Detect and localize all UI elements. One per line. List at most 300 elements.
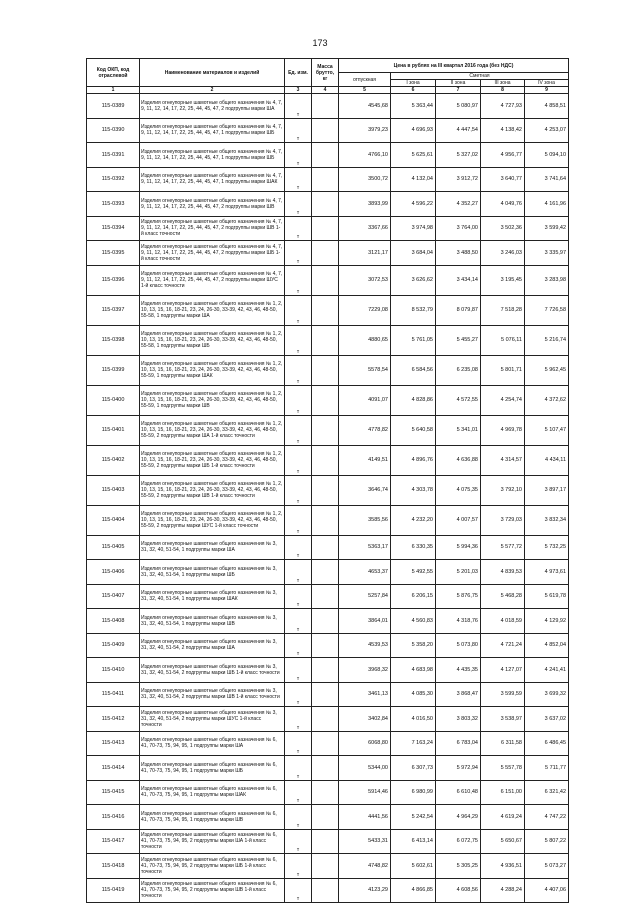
table-cell-zone-1-price: 5 625,61 xyxy=(391,143,436,168)
table-cell-zone-2-price: 6 783,04 xyxy=(436,731,481,756)
table-cell-zone-1-price: 4 016,50 xyxy=(391,707,436,732)
table-cell-zone-3-price: 3 538,97 xyxy=(481,707,525,732)
table-cell-zone-1-price: 4 596,22 xyxy=(391,192,436,217)
table-cell-name: Изделия огнеупорные шамотные общего назначения № 6, 41, 70-73, 75, 94, 95, 1 подгруппы марки ШАК xyxy=(140,780,285,805)
table-cell-mass xyxy=(312,780,339,805)
table-cell-zone-2-price: 4 636,88 xyxy=(436,445,481,475)
table-cell-unit: т xyxy=(285,118,312,143)
table-cell-name: Изделия огнеупорные шамотные общего назначения № 6, 41, 70-73, 75, 94, 95, 1 подгруппы марки ШВ xyxy=(140,805,285,830)
table-cell-code: 115-0399 xyxy=(87,355,140,385)
table-cell-zone-1-price: 4 132,04 xyxy=(391,167,436,192)
header-mass: Масса брутто, кг xyxy=(312,59,339,87)
table-cell-zone-2-price: 6 072,75 xyxy=(436,829,481,854)
table-cell-release-price: 3585,56 xyxy=(339,505,391,535)
table-cell-code: 115-0412 xyxy=(87,707,140,732)
table-cell-release-price: 3367,66 xyxy=(339,216,391,241)
table-cell-release-price: 4653,37 xyxy=(339,560,391,585)
table-cell-zone-2-price: 3 764,00 xyxy=(436,216,481,241)
table-cell-code: 115-0398 xyxy=(87,325,140,355)
table-cell-mass xyxy=(312,584,339,609)
table-cell-unit: т xyxy=(285,415,312,445)
table-cell-release-price: 3121,17 xyxy=(339,241,391,266)
table-cell-zone-1-price: 8 532,79 xyxy=(391,295,436,325)
table-cell-code: 115-0414 xyxy=(87,756,140,781)
header-zone-1: I зона xyxy=(391,80,436,87)
table-cell-mass xyxy=(312,658,339,683)
table-cell-mass xyxy=(312,167,339,192)
table-row xyxy=(87,584,569,609)
table-cell-mass xyxy=(312,94,339,119)
table-cell-release-price: 3402,84 xyxy=(339,707,391,732)
table-cell-code: 115-0411 xyxy=(87,682,140,707)
table-cell-name: Изделия огнеупорные шамотные общего назначения № 3, 31, 32, 40, 51-54, 2 подгруппы марки ШВ 1-й класс точности xyxy=(140,682,285,707)
table-cell-zone-3-price: 4 018,59 xyxy=(481,609,525,634)
header-zone-4: IV зона xyxy=(525,80,569,87)
table-cell-zone-4-price: 5 216,74 xyxy=(525,325,569,355)
header-zone-3: III зона xyxy=(481,80,525,87)
table-cell-name: Изделия огнеупорные шамотные общего назначения № 4, 7, 9, 11, 12, 14, 17, 22, 25, 44, 45, 47, 2 подгруппы марки ША xyxy=(140,94,285,119)
table-cell-zone-3-price: 3 640,77 xyxy=(481,167,525,192)
table-cell-zone-2-price: 3 488,50 xyxy=(436,241,481,266)
table-cell-code: 115-0404 xyxy=(87,505,140,535)
table-cell-zone-1-price: 4 866,85 xyxy=(391,878,436,903)
table-row xyxy=(87,805,569,830)
table-cell-zone-4-price: 3 335,97 xyxy=(525,241,569,266)
table-cell-code: 115-0402 xyxy=(87,445,140,475)
table-cell-zone-4-price: 5 619,78 xyxy=(525,584,569,609)
table-cell-zone-2-price: 5 341,01 xyxy=(436,415,481,445)
table-cell-zone-4-price: 4 253,07 xyxy=(525,118,569,143)
table-cell-zone-2-price: 5 994,36 xyxy=(436,535,481,560)
table-cell-zone-3-price: 4 936,51 xyxy=(481,854,525,879)
table-row xyxy=(87,192,569,217)
table-cell-code: 115-0418 xyxy=(87,854,140,879)
table-cell-zone-2-price: 4 318,76 xyxy=(436,609,481,634)
table-cell-zone-4-price: 3 283,98 xyxy=(525,265,569,295)
table-cell-zone-4-price: 3 832,34 xyxy=(525,505,569,535)
table-cell-zone-3-price: 5 076,11 xyxy=(481,325,525,355)
table-cell-zone-3-price: 7 518,28 xyxy=(481,295,525,325)
table-cell-code: 115-0394 xyxy=(87,216,140,241)
table-cell-mass xyxy=(312,878,339,903)
table-cell-mass xyxy=(312,241,339,266)
table-cell-name: Изделия огнеупорные шамотные общего назначения № 4, 7, 9, 11, 12, 14, 17, 22, 25, 44, 45, 47, 2 подгруппы марки ШУС 1-й класс точности xyxy=(140,265,285,295)
table-cell-zone-1-price: 5 363,44 xyxy=(391,94,436,119)
column-index: 9 xyxy=(525,87,569,94)
table-cell-code: 115-0397 xyxy=(87,295,140,325)
table-cell-zone-2-price: 4 608,56 xyxy=(436,878,481,903)
table-cell-mass xyxy=(312,805,339,830)
table-cell-unit: т xyxy=(285,829,312,854)
table-cell-zone-1-price: 3 684,04 xyxy=(391,241,436,266)
table-cell-unit: т xyxy=(285,265,312,295)
table-row xyxy=(87,505,569,535)
table-cell-zone-1-price: 4 828,86 xyxy=(391,385,436,415)
table-row xyxy=(87,682,569,707)
table-cell-name: Изделия огнеупорные шамотные общего назначения № 4, 7, 9, 11, 12, 14, 17, 22, 25, 44, 45, 47, 2 подгруппы марки ШВ 1-й класс точности xyxy=(140,216,285,241)
table-cell-code: 115-0400 xyxy=(87,385,140,415)
table-cell-zone-1-price: 4 303,78 xyxy=(391,475,436,505)
table-cell-name: Изделия огнеупорные шамотные общего назначения № 4, 7, 9, 11, 12, 14, 17, 22, 25, 44, 45, 47, 2 подгруппы марки ШВ xyxy=(140,192,285,217)
table-cell-unit: т xyxy=(285,682,312,707)
table-cell-mass xyxy=(312,216,339,241)
column-index-row xyxy=(87,87,569,94)
column-index: 4 xyxy=(312,87,339,94)
table-cell-release-price: 5257,84 xyxy=(339,584,391,609)
table-cell-mass xyxy=(312,415,339,445)
table-cell-unit: т xyxy=(285,241,312,266)
table-cell-unit: т xyxy=(285,780,312,805)
table-cell-zone-1-price: 5 242,54 xyxy=(391,805,436,830)
table-cell-zone-4-price: 4 372,62 xyxy=(525,385,569,415)
table-cell-code: 115-0390 xyxy=(87,118,140,143)
table-cell-name: Изделия огнеупорные шамотные общего назначения № 3, 31, 32, 40, 51-54, 1 подгруппы марки ШВ xyxy=(140,609,285,634)
table-cell-zone-2-price: 4 007,57 xyxy=(436,505,481,535)
table-cell-name: Изделия огнеупорные шамотные общего назначения № 1, 2, 10, 13, 15, 16, 18-21, 23, 24, 26-30, 33-39, 42, 43, 46, 48-50, 55-59, 2 подгруппы марки ШВ 1-й класс точности xyxy=(140,475,285,505)
table-cell-release-price: 3461,13 xyxy=(339,682,391,707)
table-cell-mass xyxy=(312,325,339,355)
table-cell-mass xyxy=(312,535,339,560)
table-cell-zone-1-price: 7 163,24 xyxy=(391,731,436,756)
table-cell-mass xyxy=(312,854,339,879)
table-cell-name: Изделия огнеупорные шамотные общего назначения № 3, 31, 32, 40, 51-54, 1 подгруппы марки ША xyxy=(140,535,285,560)
table-row xyxy=(87,731,569,756)
table-cell-zone-1-price: 3 974,98 xyxy=(391,216,436,241)
header-release: отпускная xyxy=(339,73,391,87)
table-cell-mass xyxy=(312,682,339,707)
table-row xyxy=(87,118,569,143)
table-cell-zone-3-price: 3 599,59 xyxy=(481,682,525,707)
table-cell-unit: т xyxy=(285,658,312,683)
table-cell-unit: т xyxy=(285,633,312,658)
table-cell-unit: т xyxy=(285,609,312,634)
table-cell-code: 115-0416 xyxy=(87,805,140,830)
table-cell-release-price: 5578,54 xyxy=(339,355,391,385)
table-cell-name: Изделия огнеупорные шамотные общего назначения № 3, 31, 32, 40, 51-54, 1 подгруппы марки ШБ xyxy=(140,560,285,585)
table-cell-zone-1-price: 6 307,73 xyxy=(391,756,436,781)
table-row xyxy=(87,295,569,325)
table-cell-release-price: 4123,29 xyxy=(339,878,391,903)
table-cell-name: Изделия огнеупорные шамотные общего назначения № 4, 7, 9, 11, 12, 14, 17, 22, 25, 44, 45, 47, 1 подгруппы марки ШАК xyxy=(140,167,285,192)
table-cell-zone-2-price: 4 435,35 xyxy=(436,658,481,683)
column-index: 3 xyxy=(285,87,312,94)
table-cell-zone-2-price: 3 912,72 xyxy=(436,167,481,192)
table-cell-unit: т xyxy=(285,192,312,217)
table-cell-zone-1-price: 5 492,55 xyxy=(391,560,436,585)
table-row xyxy=(87,415,569,445)
table-cell-code: 115-0396 xyxy=(87,265,140,295)
table-cell-zone-4-price: 7 726,58 xyxy=(525,295,569,325)
table-cell-unit: т xyxy=(285,854,312,879)
table-row xyxy=(87,385,569,415)
table-cell-code: 115-0391 xyxy=(87,143,140,168)
table-cell-release-price: 3893,99 xyxy=(339,192,391,217)
table-cell-zone-4-price: 5 094,10 xyxy=(525,143,569,168)
table-cell-zone-4-price: 4 129,92 xyxy=(525,609,569,634)
table-cell-release-price: 4545,68 xyxy=(339,94,391,119)
table-cell-unit: т xyxy=(285,731,312,756)
table-cell-code: 115-0408 xyxy=(87,609,140,634)
table-cell-zone-1-price: 4 560,83 xyxy=(391,609,436,634)
table-cell-zone-1-price: 4 085,30 xyxy=(391,682,436,707)
table-cell-zone-4-price: 4 407,06 xyxy=(525,878,569,903)
table-cell-code: 115-0392 xyxy=(87,167,140,192)
table-cell-zone-4-price: 5 962,45 xyxy=(525,355,569,385)
table-row xyxy=(87,241,569,266)
table-cell-mass xyxy=(312,143,339,168)
table-row xyxy=(87,829,569,854)
table-row xyxy=(87,854,569,879)
header-price-group: Цена в рублях на III квартал 2016 года (без НДС) xyxy=(339,59,569,73)
table-cell-code: 115-0409 xyxy=(87,633,140,658)
table-cell-zone-2-price: 8 079,87 xyxy=(436,295,481,325)
table-cell-zone-1-price: 5 358,20 xyxy=(391,633,436,658)
table-cell-unit: т xyxy=(285,475,312,505)
table-cell-zone-3-price: 4 049,76 xyxy=(481,192,525,217)
table-cell-code: 115-0415 xyxy=(87,780,140,805)
table-cell-release-price: 5433,31 xyxy=(339,829,391,854)
table-cell-name: Изделия огнеупорные шамотные общего назначения № 4, 7, 9, 11, 12, 14, 17, 22, 25, 44, 45, 47, 1 подгруппы марки ШБ xyxy=(140,118,285,143)
table-cell-mass xyxy=(312,756,339,781)
table-row xyxy=(87,878,569,903)
table-cell-unit: т xyxy=(285,325,312,355)
table-cell-zone-1-price: 5 761,05 xyxy=(391,325,436,355)
table-cell-unit: т xyxy=(285,167,312,192)
table-cell-release-price: 5914,46 xyxy=(339,780,391,805)
table-cell-zone-4-price: 4 434,11 xyxy=(525,445,569,475)
column-index: 2 xyxy=(140,87,285,94)
table-cell-zone-4-price: 4 852,04 xyxy=(525,633,569,658)
table-cell-release-price: 7229,08 xyxy=(339,295,391,325)
table-row xyxy=(87,167,569,192)
table-cell-zone-3-price: 4 727,93 xyxy=(481,94,525,119)
table-cell-zone-3-price: 3 502,36 xyxy=(481,216,525,241)
table-cell-mass xyxy=(312,295,339,325)
table-cell-name: Изделия огнеупорные шамотные общего назначения № 1, 2, 10, 13, 15, 16, 18-21, 23, 24, 26-30, 33-39, 42, 43, 46, 48-50, 55-59, 2 подгруппы марки ШБ 1-й класс точности xyxy=(140,445,285,475)
table-cell-zone-3-price: 5 557,78 xyxy=(481,756,525,781)
table-cell-release-price: 3072,53 xyxy=(339,265,391,295)
table-cell-zone-1-price: 6 330,35 xyxy=(391,535,436,560)
table-cell-zone-3-price: 3 792,10 xyxy=(481,475,525,505)
table-cell-mass xyxy=(312,609,339,634)
table-cell-zone-3-price: 4 314,57 xyxy=(481,445,525,475)
table-row xyxy=(87,560,569,585)
table-cell-release-price: 4539,53 xyxy=(339,633,391,658)
table-cell-zone-3-price: 4 956,77 xyxy=(481,143,525,168)
table-cell-release-price: 4766,10 xyxy=(339,143,391,168)
table-cell-zone-2-price: 6 235,08 xyxy=(436,355,481,385)
table-cell-mass xyxy=(312,475,339,505)
table-cell-unit: т xyxy=(285,584,312,609)
table-cell-release-price: 4880,65 xyxy=(339,325,391,355)
table-cell-unit: т xyxy=(285,805,312,830)
header-zone-2: II зона xyxy=(436,80,481,87)
table-cell-code: 115-0413 xyxy=(87,731,140,756)
table-cell-name: Изделия огнеупорные шамотные общего назначения № 1, 2, 10, 13, 15, 16, 18-21, 23, 24, 26-30, 33-39, 42, 43, 46, 48-50, 55-58, 1 подгруппы марки ШБ xyxy=(140,325,285,355)
table-cell-code: 115-0389 xyxy=(87,94,140,119)
table-cell-name: Изделия огнеупорные шамотные общего назначения № 3, 31, 32, 40, 51-54, 1 подгруппы марки ШАК xyxy=(140,584,285,609)
table-cell-zone-3-price: 4 138,42 xyxy=(481,118,525,143)
table-cell-zone-4-price: 6 321,42 xyxy=(525,780,569,805)
table-row xyxy=(87,475,569,505)
table-cell-name: Изделия огнеупорные шамотные общего назначения № 6, 41, 70-73, 75, 94, 95, 1 подгруппы марки ШБ xyxy=(140,756,285,781)
table-row xyxy=(87,355,569,385)
page-number: 173 xyxy=(312,38,328,48)
table-cell-release-price: 4778,82 xyxy=(339,415,391,445)
table-cell-name: Изделия огнеупорные шамотные общего назначения № 3, 31, 32, 40, 51-54, 2 подгруппы марки ШБ 1-й класс точности xyxy=(140,658,285,683)
price-table xyxy=(86,58,569,903)
table-cell-code: 115-0417 xyxy=(87,829,140,854)
table-cell-zone-2-price: 4 572,55 xyxy=(436,385,481,415)
table-cell-code: 115-0406 xyxy=(87,560,140,585)
table-cell-zone-2-price: 4 352,27 xyxy=(436,192,481,217)
table-cell-mass xyxy=(312,505,339,535)
table-cell-mass xyxy=(312,265,339,295)
table-cell-zone-1-price: 6 980,99 xyxy=(391,780,436,805)
table-cell-zone-4-price: 4 747,22 xyxy=(525,805,569,830)
table-cell-name: Изделия огнеупорные шамотные общего назначения № 6, 41, 70-73, 75, 94, 95, 2 подгруппы марки ША 1-й класс точности xyxy=(140,829,285,854)
table-cell-name: Изделия огнеупорные шамотные общего назначения № 3, 31, 32, 40, 51-54, 2 подгруппы марки ШУС 1-й класс точности xyxy=(140,707,285,732)
table-cell-unit: т xyxy=(285,707,312,732)
table-cell-zone-1-price: 6 413,14 xyxy=(391,829,436,854)
column-index: 6 xyxy=(391,87,436,94)
table-row xyxy=(87,216,569,241)
table-cell-zone-4-price: 5 073,27 xyxy=(525,854,569,879)
table-cell-zone-2-price: 6 610,48 xyxy=(436,780,481,805)
table-row xyxy=(87,535,569,560)
table-cell-zone-4-price: 3 699,32 xyxy=(525,682,569,707)
table-cell-release-price: 3968,32 xyxy=(339,658,391,683)
table-cell-name: Изделия огнеупорные шамотные общего назначения № 1, 2, 10, 13, 15, 16, 18-21, 23, 24, 26-30, 33-39, 42, 43, 46, 48-50, 55-59, 1 подгруппы марки ШАК xyxy=(140,355,285,385)
table-cell-zone-4-price: 4 161,96 xyxy=(525,192,569,217)
table-cell-zone-1-price: 3 626,62 xyxy=(391,265,436,295)
table-cell-zone-1-price: 6 584,56 xyxy=(391,355,436,385)
table-cell-zone-3-price: 4 969,78 xyxy=(481,415,525,445)
table-cell-zone-4-price: 6 486,45 xyxy=(525,731,569,756)
header-name: Наименование материалов и изделий xyxy=(140,59,285,87)
table-cell-name: Изделия огнеупорные шамотные общего назначения № 4, 7, 9, 11, 12, 14, 17, 22, 25, 44, 45, 47, 1 подгруппы марки ШБ xyxy=(140,143,285,168)
table-cell-zone-3-price: 3 729,03 xyxy=(481,505,525,535)
table-cell-name: Изделия огнеупорные шамотные общего назначения № 6, 41, 70-73, 75, 94, 95, 2 подгруппы марки ШВ 1-й класс точности xyxy=(140,878,285,903)
table-cell-zone-2-price: 3 434,14 xyxy=(436,265,481,295)
header-estimate: Сметная xyxy=(391,73,569,80)
table-cell-release-price: 5344,00 xyxy=(339,756,391,781)
table-cell-zone-2-price: 5 876,75 xyxy=(436,584,481,609)
table-cell-zone-3-price: 3 246,03 xyxy=(481,241,525,266)
table-cell-unit: т xyxy=(285,535,312,560)
table-cell-code: 115-0395 xyxy=(87,241,140,266)
table-cell-release-price: 4091,07 xyxy=(339,385,391,415)
table-cell-zone-2-price: 5 201,03 xyxy=(436,560,481,585)
table-cell-mass xyxy=(312,385,339,415)
table-cell-unit: т xyxy=(285,756,312,781)
table-cell-zone-2-price: 4 447,54 xyxy=(436,118,481,143)
column-index: 7 xyxy=(436,87,481,94)
table-cell-zone-1-price: 4 683,98 xyxy=(391,658,436,683)
table-cell-zone-3-price: 4 619,24 xyxy=(481,805,525,830)
table-cell-zone-2-price: 5 305,25 xyxy=(436,854,481,879)
table-cell-name: Изделия огнеупорные шамотные общего назначения № 6, 41, 70-73, 75, 94, 95, 1 подгруппы марки ША xyxy=(140,731,285,756)
table-cell-mass xyxy=(312,707,339,732)
table-cell-release-price: 4748,82 xyxy=(339,854,391,879)
table-cell-zone-3-price: 4 254,74 xyxy=(481,385,525,415)
table-cell-name: Изделия огнеупорные шамотные общего назначения № 1, 2, 10, 13, 15, 16, 18-21, 23, 24, 26-30, 33-39, 42, 43, 46, 48-50, 55-59, 1 подгруппы марки ШВ xyxy=(140,385,285,415)
table-cell-unit: т xyxy=(285,560,312,585)
table-cell-name: Изделия огнеупорные шамотные общего назначения № 4, 7, 9, 11, 12, 14, 17, 22, 25, 44, 45, 47, 2 подгруппы марки ШБ 1-й класс точности xyxy=(140,241,285,266)
table-cell-name: Изделия огнеупорные шамотные общего назначения № 3, 31, 32, 40, 51-54, 2 подгруппы марки ША xyxy=(140,633,285,658)
table-cell-zone-3-price: 4 288,24 xyxy=(481,878,525,903)
table-cell-mass xyxy=(312,829,339,854)
table-cell-zone-3-price: 5 801,71 xyxy=(481,355,525,385)
table-row xyxy=(87,94,569,119)
table-cell-zone-4-price: 5 807,22 xyxy=(525,829,569,854)
table-row xyxy=(87,633,569,658)
table-row xyxy=(87,609,569,634)
table-row xyxy=(87,707,569,732)
table-cell-release-price: 3646,74 xyxy=(339,475,391,505)
table-row xyxy=(87,265,569,295)
header-code: Код ОКП, код отраслевой xyxy=(87,59,140,87)
table-cell-unit: т xyxy=(285,355,312,385)
table-cell-unit: т xyxy=(285,295,312,325)
table-cell-zone-3-price: 5 650,67 xyxy=(481,829,525,854)
table-cell-zone-1-price: 5 640,58 xyxy=(391,415,436,445)
table-cell-zone-4-price: 5 732,25 xyxy=(525,535,569,560)
table-cell-mass xyxy=(312,355,339,385)
table-cell-zone-4-price: 5 711,77 xyxy=(525,756,569,781)
column-index: 8 xyxy=(481,87,525,94)
table-row xyxy=(87,143,569,168)
table-cell-release-price: 4441,56 xyxy=(339,805,391,830)
table-cell-zone-4-price: 4 858,51 xyxy=(525,94,569,119)
column-index: 5 xyxy=(339,87,391,94)
table-cell-zone-1-price: 6 206,15 xyxy=(391,584,436,609)
table-cell-mass xyxy=(312,192,339,217)
table-cell-zone-4-price: 5 107,47 xyxy=(525,415,569,445)
table-cell-zone-4-price: 4 241,41 xyxy=(525,658,569,683)
table-cell-zone-3-price: 4 721,24 xyxy=(481,633,525,658)
table-cell-release-price: 3979,23 xyxy=(339,118,391,143)
table-cell-unit: т xyxy=(285,385,312,415)
table-cell-name: Изделия огнеупорные шамотные общего назначения № 1, 2, 10, 13, 15, 16, 18-21, 23, 24, 26-30, 33-39, 42, 43, 46, 48-50, 55-58, 1 подгруппы марки ША xyxy=(140,295,285,325)
table-cell-zone-1-price: 4 696,93 xyxy=(391,118,436,143)
table-cell-zone-3-price: 5 577,72 xyxy=(481,535,525,560)
table-cell-mass xyxy=(312,118,339,143)
table-cell-zone-2-price: 3 868,47 xyxy=(436,682,481,707)
table-cell-unit: т xyxy=(285,216,312,241)
table-cell-unit: т xyxy=(285,445,312,475)
table-cell-zone-1-price: 4 232,20 xyxy=(391,505,436,535)
table-cell-zone-1-price: 4 896,76 xyxy=(391,445,436,475)
table-cell-unit: т xyxy=(285,878,312,903)
table-cell-zone-3-price: 4 839,53 xyxy=(481,560,525,585)
table-cell-zone-4-price: 3 637,02 xyxy=(525,707,569,732)
table-row xyxy=(87,756,569,781)
table-cell-code: 115-0401 xyxy=(87,415,140,445)
table-cell-zone-2-price: 5 073,80 xyxy=(436,633,481,658)
table-row xyxy=(87,780,569,805)
table-cell-zone-2-price: 4 964,29 xyxy=(436,805,481,830)
table-cell-release-price: 3864,01 xyxy=(339,609,391,634)
table-cell-zone-1-price: 5 602,61 xyxy=(391,854,436,879)
table-cell-zone-2-price: 5 972,94 xyxy=(436,756,481,781)
table-cell-mass xyxy=(312,731,339,756)
table-cell-zone-3-price: 5 468,28 xyxy=(481,584,525,609)
table-cell-zone-2-price: 5 080,97 xyxy=(436,94,481,119)
table-cell-zone-4-price: 3 897,17 xyxy=(525,475,569,505)
table-cell-unit: т xyxy=(285,143,312,168)
table-cell-release-price: 3500,72 xyxy=(339,167,391,192)
